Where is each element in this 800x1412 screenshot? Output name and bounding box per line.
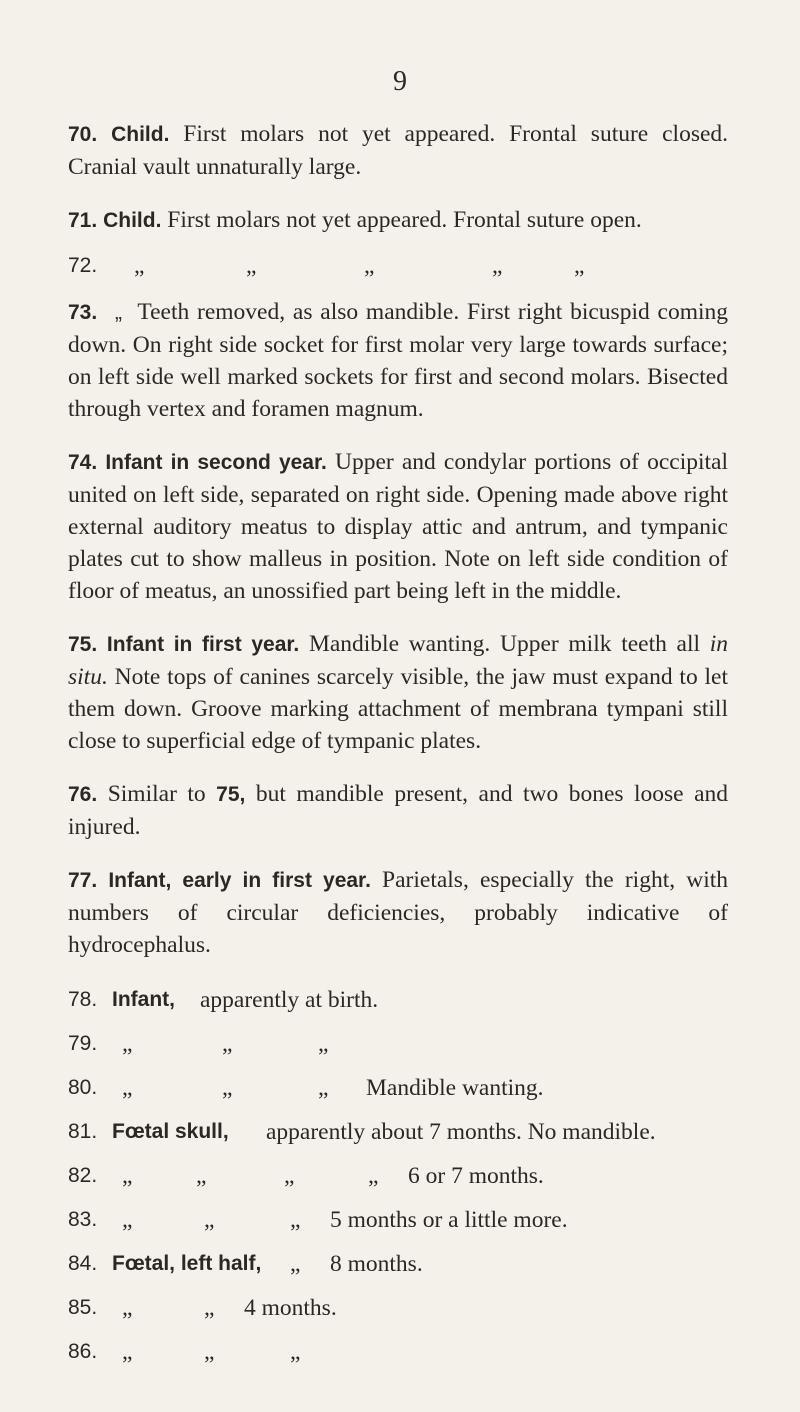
entry-number: 71. (68, 209, 98, 232)
entry-text: Parietals, especially the right, with numbers of circular deficiencies, probably indicative of hydrocephalus. (68, 867, 729, 958)
entry-81 (68, 1110, 728, 1154)
entry-text: Mandible wanting. (366, 1075, 544, 1101)
entry-number: 86. (68, 1340, 98, 1363)
ditto-mark: „ (196, 1163, 207, 1189)
entry-number: 79. (68, 1032, 98, 1055)
entry-text: Upper and condylar portions of occipital united on left side, separated on right side. Opening made above right external auditory meatus to display attic and antrum, and tympanic plates cut to show malleus in position. Note on left side condition of floor of meatus, an unossified part being left in the middle. (68, 449, 729, 604)
entry-number: 75. (68, 633, 98, 656)
ditto-mark: „ (115, 301, 122, 324)
entry-text: Mandible wanting. Upper milk teeth all (308, 631, 701, 657)
entry-text: First molars not yet appeared. Frontal suture open. (167, 207, 642, 233)
entry-reference: 75, (216, 783, 246, 806)
ditto-mark: „ (368, 1163, 379, 1189)
entry-79 (68, 1022, 728, 1066)
entry-lead: Infant, early in first year. (108, 869, 371, 892)
entry-number: 85. (68, 1296, 98, 1319)
ditto-mark: „ (246, 253, 257, 279)
entry-lead: Child. (103, 209, 162, 232)
ditto-mark: „ (574, 253, 585, 279)
ditto-mark: „ (204, 1295, 215, 1321)
ditto-mark: „ (318, 1031, 329, 1057)
entry-77 (68, 864, 728, 961)
entry-text: Similar to (107, 781, 206, 807)
entry-70 (68, 118, 728, 183)
ditto-mark: „ (122, 1163, 133, 1189)
entry-number: 83. (68, 1208, 98, 1231)
entry-text: 6 or 7 months. (408, 1163, 544, 1189)
entry-85 (68, 1286, 728, 1330)
ditto-mark: „ (222, 1075, 233, 1101)
entry-text: 4 months. (244, 1295, 337, 1321)
entry-number: 78. (68, 988, 98, 1011)
ditto-mark: „ (364, 253, 375, 279)
entry-lead: Infant in second year. (105, 451, 327, 474)
entry-text: Teeth removed, as also mandible. First right bicuspid coming down. On right side socket for first molar very large towards surface; on left side well marked sockets for first and second molars. Bisected through vertex and foramen magnum. (68, 299, 729, 422)
entry-78 (68, 978, 728, 1022)
entry-lead: Fœtal, left half, (112, 1252, 262, 1275)
ditto-mark: „ (122, 1295, 133, 1321)
entry-text: apparently about 7 months. No mandible. (266, 1119, 656, 1145)
ditto-mark: „ (122, 1031, 133, 1057)
entry-text: 8 months. (330, 1251, 423, 1277)
entry-76 (68, 778, 728, 843)
entry-number: 73. (68, 301, 98, 324)
entry-83 (68, 1198, 728, 1242)
entry-text: apparently at birth. (200, 987, 379, 1013)
entry-italic: in situ. (68, 631, 729, 690)
ditto-mark: „ (284, 1163, 295, 1189)
entry-text: First molars not yet appeared. Frontal suture closed. Cranial vault unnaturally large. (68, 121, 729, 180)
entry-number: 70. (68, 123, 98, 146)
entry-number: 76. (68, 783, 98, 806)
ditto-mark: „ (122, 1075, 133, 1101)
ditto-mark: „ (122, 1339, 133, 1365)
entry-number: 82. (68, 1164, 98, 1187)
entry-72 (68, 244, 728, 288)
entry-number: 72. (68, 254, 98, 277)
entry-82 (68, 1154, 728, 1198)
entry-text: but mandible present, and two bones loose and injured. (68, 781, 729, 840)
entry-80 (68, 1066, 728, 1110)
ditto-mark: „ (204, 1207, 215, 1233)
ditto-mark: „ (318, 1075, 329, 1101)
entry-86 (68, 1330, 728, 1374)
entry-text: 5 months or a little more. (330, 1207, 568, 1233)
entry-number: 81. (68, 1120, 98, 1143)
entry-number: 77. (68, 869, 98, 892)
entry-number: 84. (68, 1252, 98, 1275)
ditto-mark: „ (290, 1339, 301, 1365)
entry-text: Note tops of canines scarcely visible, the jaw must expand to let them down. Groove marking attachment of membrana tympani still close to superficial edge of tympanic plates. (68, 664, 729, 754)
ditto-mark: „ (290, 1251, 301, 1277)
page-number: 9 (393, 66, 407, 97)
ditto-mark: „ (122, 1207, 133, 1233)
ditto-mark: „ (134, 253, 145, 279)
entry-74 (68, 446, 728, 607)
ditto-mark: „ (492, 253, 503, 279)
entry-lead: Infant in first year. (106, 633, 300, 656)
ditto-mark: „ (222, 1031, 233, 1057)
entry-lead: Child. (111, 123, 170, 146)
entry-71 (68, 204, 728, 237)
entry-73 (68, 296, 728, 425)
entry-number: 74. (68, 451, 98, 474)
entry-75 (68, 628, 728, 757)
entry-84 (68, 1242, 728, 1286)
catalogue-body (68, 118, 728, 1374)
entry-lead: Fœtal skull, (112, 1120, 229, 1143)
entry-lead: Infant, (112, 988, 175, 1011)
ditto-mark: „ (290, 1207, 301, 1233)
entry-number: 80. (68, 1076, 98, 1099)
ditto-mark: „ (204, 1339, 215, 1365)
